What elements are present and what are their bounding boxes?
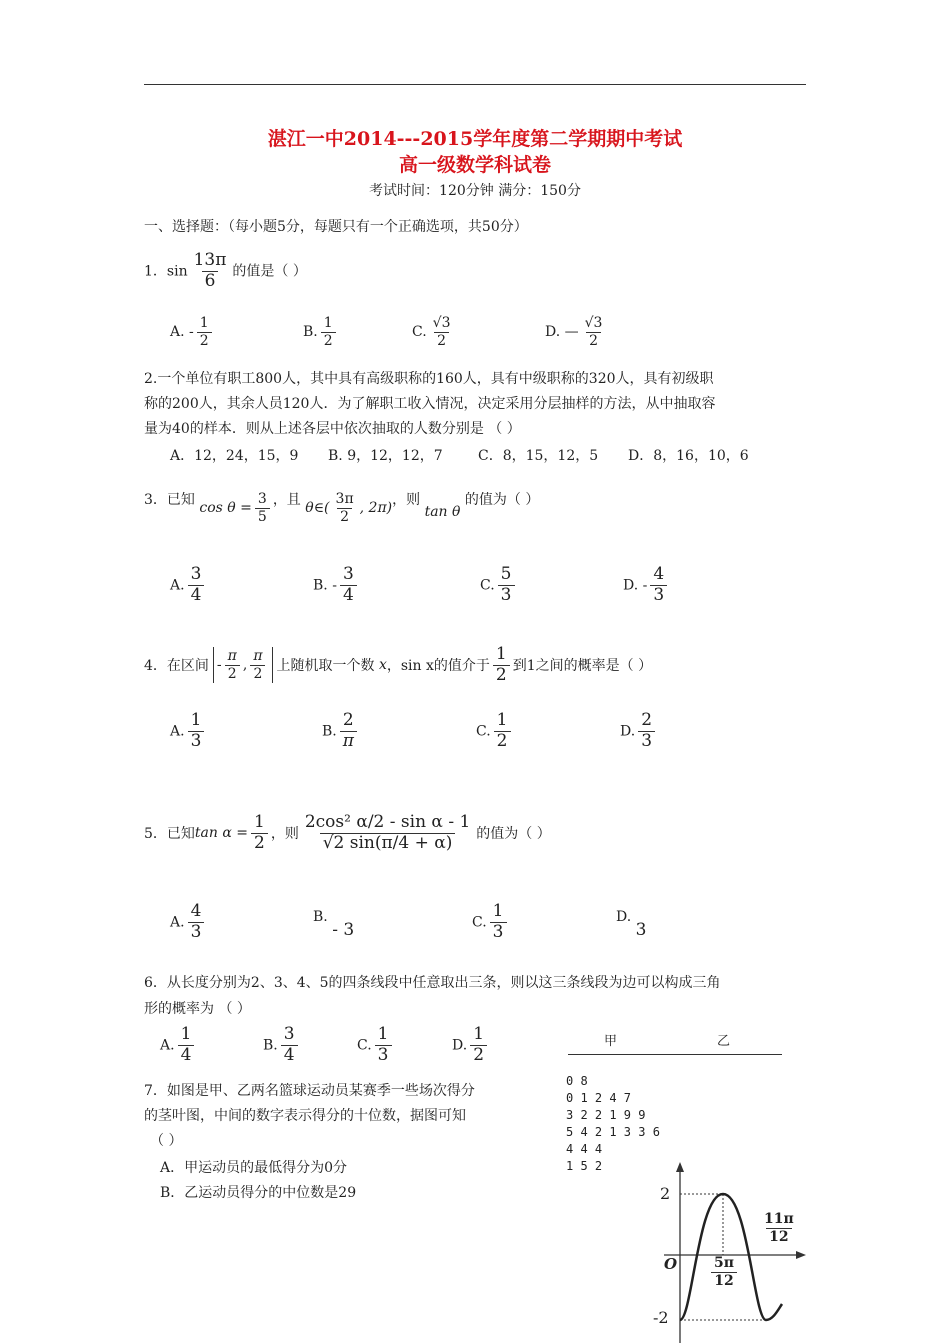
stemleaf-row: 4 4 4 <box>566 1142 603 1156</box>
y-axis-arrow-icon <box>676 1162 684 1172</box>
question-4: 4．在区间 - $\frac{\pi}{2}$ , $\frac{\pi}{2}$ 上随机取一个数 x ，sin x 的值介于 $\frac{1}{2}$ 到1之间的概率是（ ） <box>144 643 653 685</box>
stemleaf-row: 1 5 2 <box>566 1159 603 1173</box>
section-heading: 一、选择题：（每小题5分，每题只有一个正确选项，共50分） <box>144 219 528 235</box>
stemleaf-row: 3 2 2 1 9 9 <box>566 1108 646 1122</box>
question-6-line1: 6．从长度分别为2、3、4、5的四条线段中任意取出三条，则以这三条线段为边可以构成三角 <box>144 975 721 991</box>
q6-option-a[interactable]: A. $\frac{1}{4}$ <box>160 1026 197 1065</box>
question-2-line3: 量为40的样本．则从上述各层中依次抽取的人数分别是 （ ） <box>144 421 521 437</box>
question-5: 5．已知 tan α = $\frac{1}{2}$ ，则 $\frac{\text{2cos² α/2 - sin α - 1}}{√2 \sin(\pi/4 + \alpha)}$ 的值为（ ） <box>144 811 551 853</box>
graph-x1-label: $\frac{5\pi}{12}$ <box>708 1256 740 1288</box>
exam-title: 湛江一中2014---2015学年度第二学期期中考试 <box>267 128 683 150</box>
stemleaf-row: 0 8 <box>566 1074 588 1088</box>
header-rule <box>144 84 806 85</box>
x-axis-arrow-icon <box>796 1251 806 1259</box>
exam-info: 考试时间：120分钟 满分：150分 <box>369 183 581 199</box>
q6-option-c[interactable]: C. $\frac{1}{3}$ <box>357 1026 395 1065</box>
q2-option-a[interactable]: A．12，24，15，9 <box>170 448 299 464</box>
q1-option-a[interactable]: A. - $\frac{1}{2}$ <box>170 316 215 348</box>
stemleaf-header-jia: 甲 <box>604 1034 618 1049</box>
graph-x2-label: $\frac{11\pi}{12}$ <box>764 1211 794 1245</box>
question-7-line3: （ ） <box>150 1133 183 1149</box>
q1-option-d[interactable]: D. — $\frac{√3}{2}$ <box>545 315 603 349</box>
question-2-line1: 2.一个单位有职工800人，其中具有高级职称的160人，具有中级职称的320人，具有初级职 <box>144 371 714 387</box>
stemleaf-header-yi: 乙 <box>717 1034 731 1049</box>
stemleaf-row: 0 1 2 4 7 <box>566 1091 632 1105</box>
graph-origin-label: O <box>664 1255 678 1273</box>
q5-option-b[interactable]: B. - 3 <box>313 909 355 940</box>
q5-option-c[interactable]: C. $\frac{1}{3}$ <box>472 903 510 942</box>
q2-option-b[interactable]: B. 9，12，12，7 <box>328 448 443 464</box>
q3-option-d[interactable]: D. - $\frac{4}{3}$ <box>623 566 670 605</box>
q7-option-b[interactable]: B．乙运动员得分的中位数是29 <box>160 1185 357 1201</box>
q4-option-c[interactable]: C. $\frac{1}{2}$ <box>476 712 514 751</box>
q4-option-a[interactable]: A. $\frac{1}{3}$ <box>170 712 207 751</box>
graph-y-min-label: -2 <box>653 1308 669 1327</box>
question-6-line2: 形的概率为 （ ） <box>144 1001 251 1017</box>
q2-option-c[interactable]: C．8，15，12，5 <box>478 448 599 464</box>
q5-option-a[interactable]: A. $\frac{4}{3}$ <box>170 903 207 942</box>
q1-option-b[interactable]: B. $\frac{1}{2}$ <box>303 316 339 348</box>
question-7-line2: 的茎叶图，中间的数字表示得分的十位数，据图可知 <box>144 1108 466 1124</box>
q1-option-c[interactable]: C. $\frac{√3}{2}$ <box>412 315 451 349</box>
graph-y-max-label: 2 <box>660 1184 671 1203</box>
question-7-line1: 7．如图是甲、乙两名篮球运动员某赛季一些场次得分 <box>144 1083 475 1099</box>
stemleaf-row: 5 4 2 1 3 3 6 <box>566 1125 660 1139</box>
q3-option-b[interactable]: B. - $\frac{3}{4}$ <box>313 566 360 605</box>
q3-option-c[interactable]: C. $\frac{5}{3}$ <box>480 566 518 605</box>
question-1: 1．sin $\frac{13\pi}{6}$ 的值是（ ） <box>144 250 307 291</box>
q2-option-d[interactable]: D．8，16，10，6 <box>628 448 749 464</box>
question-3: 3．已知 cos θ = $\frac{3}{5}$ ，且 θ∈( $\frac{3\pi}{2}$ , 2π)，则 tan θ 的值为（ ） <box>144 491 540 525</box>
q3-option-a[interactable]: A. $\frac{3}{4}$ <box>170 566 207 605</box>
q4-option-b[interactable]: B. $\frac{2}{\pi}$ <box>322 712 360 751</box>
q4-option-d[interactable]: D. $\frac{2}{3}$ <box>620 712 658 751</box>
q6-option-d[interactable]: D. $\frac{1}{2}$ <box>452 1026 490 1065</box>
q7-option-a[interactable]: A．甲运动员的最低得分为0分 <box>160 1160 348 1176</box>
exam-subtitle: 高一级数学科试卷 <box>398 154 551 176</box>
q5-option-d[interactable]: D. 3 <box>616 909 647 940</box>
q6-option-b[interactable]: B. $\frac{3}{4}$ <box>263 1026 301 1065</box>
question-2-line2: 称的200人，其余人员120人．为了解职工收入情况，决定采用分层抽样的方法，从中抽取容 <box>144 396 716 412</box>
stemleaf-rule <box>568 1054 782 1055</box>
